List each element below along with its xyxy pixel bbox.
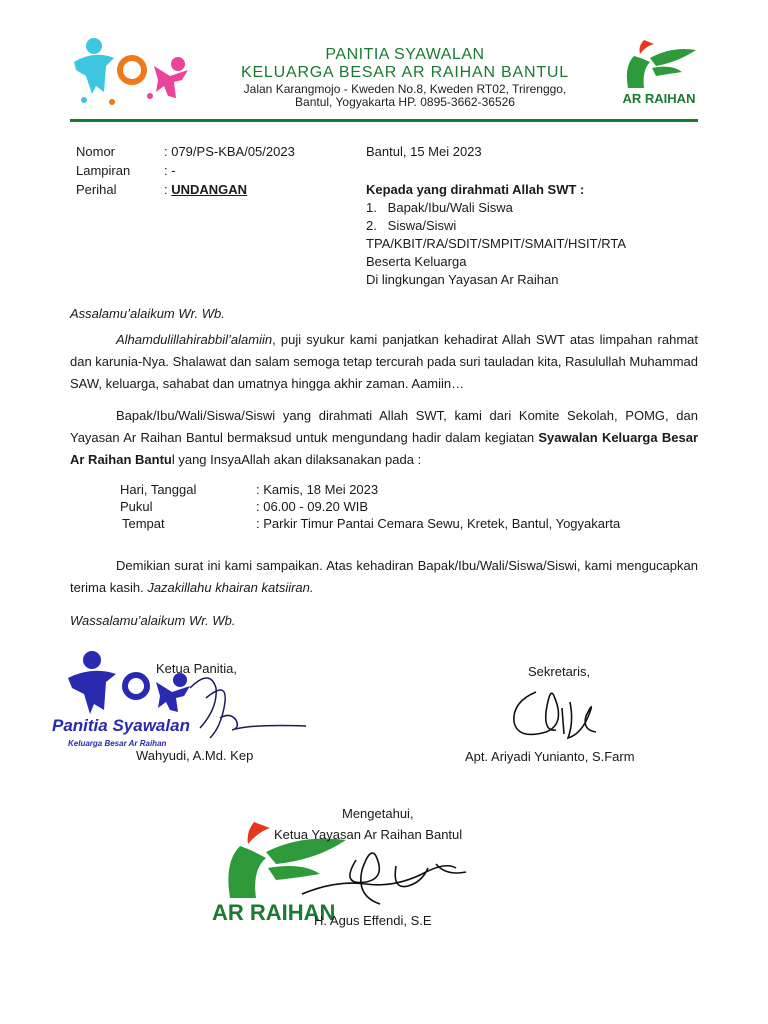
place-date: Bantul, 15 Mei 2023 (366, 144, 482, 159)
event-day-label: Hari, Tanggal (120, 482, 197, 497)
paragraph-1 (70, 329, 698, 395)
recipient-schools: TPA/KBIT/RA/SDIT/SMPIT/SMAIT/HSIT/RTA (366, 236, 627, 251)
paragraph-2 (70, 405, 698, 471)
signature-icon (170, 668, 310, 748)
chair-signature (170, 668, 310, 748)
number-label: Nomor (76, 144, 116, 159)
closing-italic: Jazakillahu khairan katsiiran. (147, 580, 314, 595)
subject-row (164, 182, 247, 197)
address-line-2: Bantul, Yogyakarta HP. 0895-3662-36526 (295, 95, 515, 109)
subject-colon: : (164, 182, 172, 197)
subject-value: UNDANGAN (171, 182, 248, 197)
stamp-subtext: Keluarga Besar Ar Raihan (68, 739, 167, 748)
closing-paragraph (70, 555, 698, 599)
foundation-signature (296, 846, 472, 916)
paragraph-1-text: , puji syukur kami panjatkan kehadirat Allah SWT atas limpahan rahmat dan karunia-Nya. Shalawat dan salam semoga tetap tercurah pada suri tauladan kita, Rasulullah Muhammad SAW, keluarga, sahabat dan umatnya hingga akhir zaman. Aamiin… (70, 332, 698, 391)
greeting: Assalamu’alaikum Wr. Wb. (70, 306, 225, 321)
foundation-title: Ketua Yayasan Ar Raihan Bantul (274, 827, 463, 842)
closing-text: Demikian surat ini kami sampaikan. Atas kehadiran Bapak/Ibu/Wali/Siswa/Siswi, kami mengucapkan terima kasih. (70, 558, 698, 595)
signature-icon (296, 846, 472, 916)
attachment-value: : - (164, 163, 176, 178)
header-divider (70, 119, 698, 122)
secretary-title: Sekretaris, (528, 664, 591, 679)
paragraph-2-end: l yang InsyaAllah akan dilaksanakan pada : (171, 452, 422, 467)
signature-icon (506, 682, 606, 744)
org-title: PANITIA SYAWALAN (325, 46, 485, 63)
paragraph-2-text: Bapak/Ibu/Wali/Siswa/Siswi yang dirahmati Allah SWT, kami dari Komite Sekolah, POMG, dan Yayasan Ar Raihan Bantul bermaksud untuk mengundang hadir dalam kegiatan (70, 408, 698, 445)
number-value: : 079/PS-KBA/05/2023 (164, 144, 295, 159)
event-place-value: : Parkir Timur Pantai Cemara Sewu, Kretek, Bantul, Yogyakarta (256, 516, 621, 531)
subject-label: Perihal (76, 182, 117, 197)
chair-name: Wahyudi, A.Md. Kep (136, 748, 254, 763)
farewell: Wassalamu’alaikum Wr. Wb. (70, 613, 236, 628)
recipient-item-1: 1. Bapak/Ibu/Wali Siswa (366, 200, 513, 215)
right-logo-text: AR RAIHAN (622, 91, 696, 106)
foundation-name: H. Agus Effendi, S.E (314, 913, 432, 928)
event-time-value: : 06.00 - 09.20 WIB (256, 499, 369, 514)
event-day-value: : Kamis, 18 Mei 2023 (256, 482, 379, 497)
recipient-heading: Kepada yang dirahmati Allah SWT : (366, 182, 585, 197)
secretary-name: Apt. Ariyadi Yunianto, S.Farm (465, 749, 635, 764)
recipient-line-2: Beserta Keluarga (366, 254, 467, 269)
ar-raihan-logo-icon (616, 36, 702, 90)
recipient-item-2: 2. Siswa/Siswi (366, 218, 457, 233)
ack-title: Mengetahui, (342, 806, 414, 821)
paragraph-2-bold: Syawalan Keluarga Besar Ar Raihan Bantu (70, 430, 699, 467)
org-subtitle: KELUARGA BESAR AR RAIHAN BANTUL (240, 64, 569, 81)
address-line-1: Jalan Karangmojo - Kweden No.8, Kweden RT02, Trirenggo, (243, 82, 567, 96)
event-time-label: Pukul (120, 499, 153, 514)
stamp-text: Panitia Syawalan (52, 716, 190, 735)
kids-icon (70, 36, 196, 108)
left-logo (70, 36, 196, 108)
recipient-line-3: Di lingkungan Yayasan Ar Raihan (366, 272, 559, 287)
chair-title: Ketua Panitia, (156, 661, 237, 676)
secretary-signature (506, 682, 606, 744)
paragraph-1-italic: Alhamdulillahirabbil’alamiin (116, 332, 273, 347)
foundation-stamp-text: AR RAIHAN (212, 900, 336, 925)
attachment-label: Lampiran (76, 163, 131, 178)
right-logo (616, 36, 702, 108)
event-place-label: Tempat (122, 516, 165, 531)
